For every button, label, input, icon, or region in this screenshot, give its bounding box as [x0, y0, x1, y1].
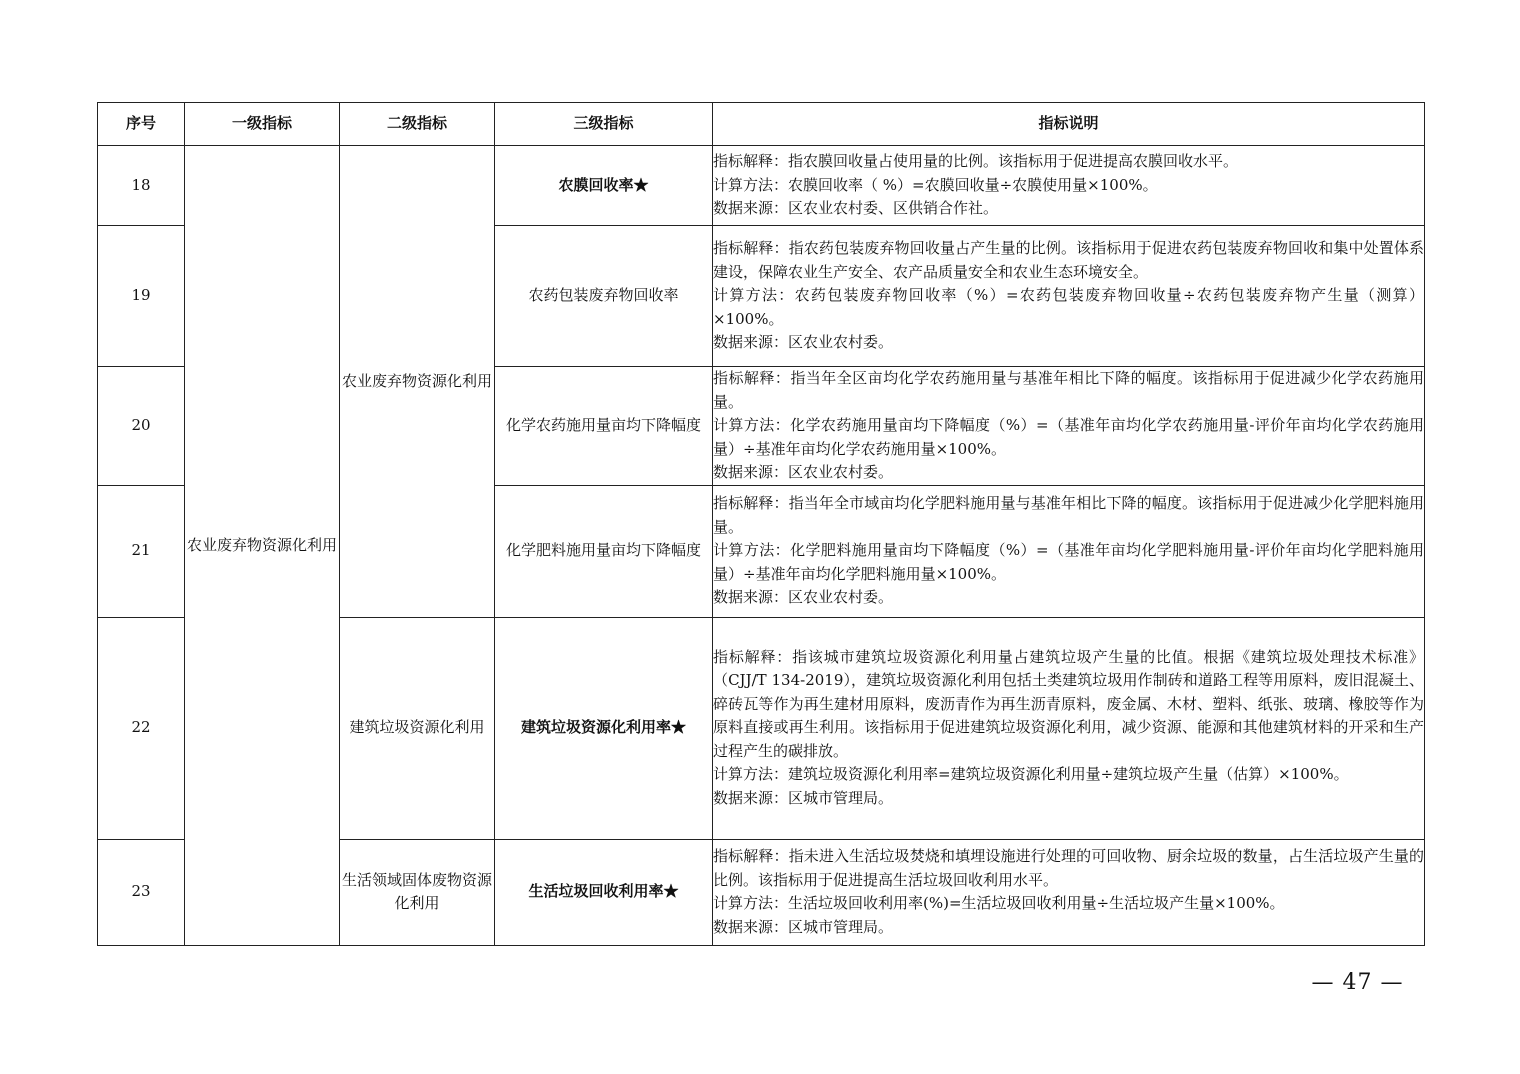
desc-explain: 指标解释：指该城市建筑垃圾资源化利用量占建筑垃圾产生量的比值。根据《建筑垃圾处理技术标准》（CJJ/T 134-2019），建筑垃圾资源化利用包括土类建筑垃圾用作制砖和道路工程等用原料，废旧混凝土、碎砖瓦等作为再生建材用原料，废沥青作为再生沥青原料，废金属、木材、塑料、纸张、玻璃、橡胶等作为原料直接或再生利用。该指标用于促进建筑垃圾资源化利用，减少资源、能源和其他建筑材料的开采和生产过程产生的碳排放。	[713, 647, 1424, 760]
level3-cell: 建筑垃圾资源化利用率★	[495, 617, 713, 839]
row-seq: 20	[98, 367, 185, 486]
desc-explain: 指标解释：指当年全市域亩均化学肥料施用量与基准年相比下降的幅度。该指标用于促进减少化学肥料施用量。	[713, 494, 1424, 536]
level2-cell: 生活领域固体废物资源化利用	[340, 839, 495, 945]
header-seq: 序号	[98, 103, 185, 146]
desc-cell	[713, 617, 1425, 839]
level3-cell: 农膜回收率★	[495, 146, 713, 226]
page-number: — 47 —	[1311, 970, 1404, 995]
header-desc: 指标说明	[713, 103, 1425, 146]
indicator-table	[97, 102, 1425, 946]
desc-method: 计算方法：生活垃圾回收利用率(%)=生活垃圾回收利用量÷生活垃圾产生量×100%。	[713, 894, 1285, 912]
desc-method: 计算方法：农药包装废弃物回收率（%）=农药包装废弃物回收量÷农药包装废弃物产生量（测算）×100%。	[713, 286, 1424, 328]
row-seq: 21	[98, 485, 185, 617]
desc-method: 计算方法：农膜回收率（ %）=农膜回收量÷农膜使用量×100%。	[713, 175, 1158, 194]
desc-method: 计算方法：化学肥料施用量亩均下降幅度（%）=（基准年亩均化学肥料施用量-评价年亩均化学肥料施用量）÷基准年亩均化学肥料施用量×100%。	[713, 541, 1424, 583]
desc-cell	[713, 485, 1425, 617]
desc-cell	[713, 839, 1425, 945]
desc-source: 数据来源：区农业农村委、区供销合作社。	[713, 199, 999, 218]
desc-source: 数据来源：区农业农村委。	[713, 463, 894, 481]
level3-cell: 生活垃圾回收利用率★	[495, 839, 713, 945]
level3-cell: 化学肥料施用量亩均下降幅度	[495, 485, 713, 617]
level3-cell: 化学农药施用量亩均下降幅度	[495, 367, 713, 486]
desc-method: 计算方法：化学农药施用量亩均下降幅度（%）=（基准年亩均化学农药施用量-评价年亩均化学农药施用量）÷基准年亩均化学农药施用量×100%。	[713, 416, 1424, 458]
header-level1: 一级指标	[185, 103, 340, 146]
desc-source: 数据来源：区农业农村委。	[713, 333, 894, 352]
level2-cell: 建筑垃圾资源化利用	[340, 617, 495, 839]
header-level2: 二级指标	[340, 103, 495, 146]
row-seq: 18	[98, 146, 185, 226]
desc-explain: 指标解释：指当年全区亩均化学农药施用量与基准年相比下降的幅度。该指标用于促进减少化学农药施用量。	[713, 369, 1424, 411]
table-header-row	[98, 103, 1425, 146]
level1-cell: 农业废弃物资源化利用	[185, 146, 340, 946]
table-row	[98, 146, 1425, 226]
desc-explain: 指标解释：指农药包装废弃物回收量占产生量的比例。该指标用于促进农药包装废弃物回收和集中处置体系建设，保障农业生产安全、农产品质量安全和农业生态环境安全。	[713, 239, 1424, 281]
desc-method: 计算方法：建筑垃圾资源化利用率=建筑垃圾资源化利用量÷建筑垃圾产生量（估算）×100%。	[713, 765, 1349, 784]
desc-source: 数据来源：区城市管理局。	[713, 917, 894, 936]
level3-cell: 农药包装废弃物回收率	[495, 226, 713, 367]
desc-explain: 指标解释：指未进入生活垃圾焚烧和填埋设施进行处理的可回收物、厨余垃圾的数量，占生活垃圾产生量的比例。该指标用于促进提高生活垃圾回收利用水平。	[713, 847, 1424, 889]
row-seq: 22	[98, 617, 185, 839]
level2-cell: 农业废弃物资源化利用	[340, 146, 495, 618]
row-seq: 23	[98, 839, 185, 945]
desc-source: 数据来源：区农业农村委。	[713, 588, 894, 607]
desc-cell	[713, 367, 1425, 486]
desc-cell	[713, 146, 1425, 226]
desc-cell	[713, 226, 1425, 367]
desc-source: 数据来源：区城市管理局。	[713, 788, 894, 807]
header-level3: 三级指标	[495, 103, 713, 146]
row-seq: 19	[98, 226, 185, 367]
desc-explain: 指标解释：指农膜回收量占使用量的比例。该指标用于促进提高农膜回收水平。	[713, 152, 1239, 171]
